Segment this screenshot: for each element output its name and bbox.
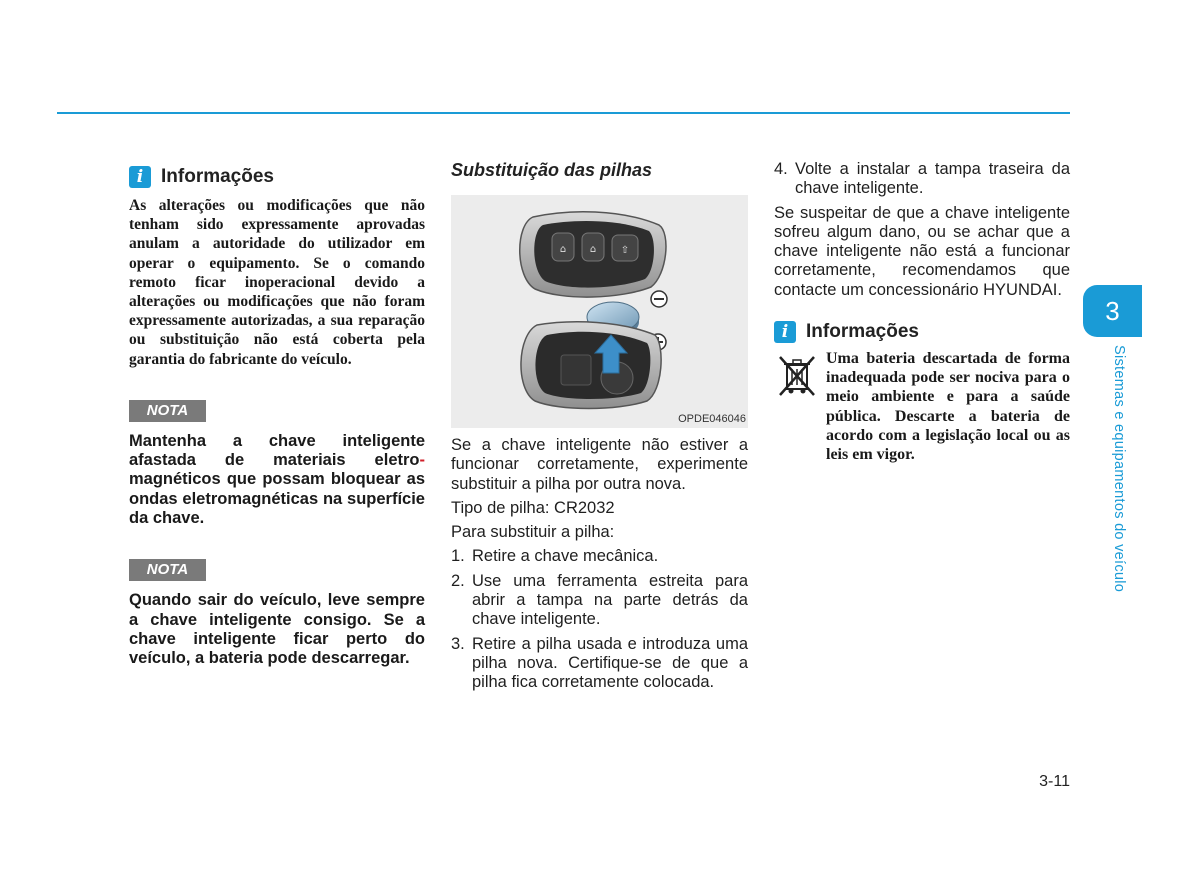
svg-text:⌂: ⌂ xyxy=(559,244,567,255)
nota-badge: NOTA xyxy=(129,400,206,422)
step-number: 2. xyxy=(451,571,465,590)
column-middle xyxy=(451,160,748,720)
section-title: Substituição das pilhas xyxy=(451,160,653,180)
disposal-info xyxy=(774,351,1070,464)
info-icon: i xyxy=(129,166,151,188)
battery-replacement-figure xyxy=(451,195,748,428)
nota-block-2 xyxy=(129,559,425,668)
step-text: Use uma ferramenta estreita para abrir a tampa na parte detrás da chave inteligente. xyxy=(472,571,748,629)
nota-text-2: Quando sair do veículo, leve sempre a chave inteligente consigo. Se a chave inteligente ficar perto do veículo, a bateria pode descarregar. xyxy=(129,591,425,668)
step-number: 3. xyxy=(451,634,465,653)
nota-text-1 xyxy=(129,432,425,528)
info-heading xyxy=(129,166,425,188)
nota-badge: NOTA xyxy=(129,559,206,581)
smart-key-illustration xyxy=(451,195,748,428)
nota-hyphen: - xyxy=(419,451,425,470)
step-2 xyxy=(451,572,748,630)
battery-instructions xyxy=(451,436,748,693)
figure-caption: OPDE046046 xyxy=(678,413,746,425)
info-icon: i xyxy=(774,321,796,343)
step-text: Volte a instalar a tampa traseira da chave inteligente. xyxy=(795,160,1070,198)
steps-intro: Para substituir a pilha: xyxy=(451,523,615,542)
svg-text:⌂: ⌂ xyxy=(589,244,597,255)
damage-paragraph: Se suspeitar de que a chave inteligente sofreu algum dano, ou se achar que a chave inteligente não está a funcionar corretamente, recomendamos que contacte um concessionário HYUNDAI. xyxy=(774,203,1070,299)
nota-text-1b: magnéticos que possam bloquear as ondas eletromagnéticas na superfície da chave. xyxy=(129,470,425,528)
crossed-bin-icon xyxy=(774,351,826,464)
step-number: 4. xyxy=(774,160,788,178)
step-1 xyxy=(451,547,748,566)
disposal-text: Uma bateria descartada de forma inadequada pode ser nociva para o meio ambiente e para a saúde pública. Descarte a bateria de acordo com a legislação local ou as leis em vigor. xyxy=(826,350,1070,464)
intro-paragraph: Se a chave inteligente não estiver a funcionar corretamente, experimente substituir a pilha por outra nova. xyxy=(451,436,748,493)
step-text: Retire a pilha usada e introduza uma pilha nova. Certifique-se de que a pilha fica corretamente colocada. xyxy=(472,634,748,692)
info-text: As alterações ou modificações que não tenham sido expressamente aprovadas anulam a autoridade do utilizador em operar o equipamento. Se o comando remoto ficar inoperacional devido a alterações ou modificações que não foram expressamente autorizadas, a sua reparação ou substituição não está coberta pela garantia do fabricante do veículo. xyxy=(129,197,425,368)
nota-text-1a: Mantenha a chave inteligente afastada de materiais eletro xyxy=(129,431,425,470)
step-text: Retire a chave mecânica. xyxy=(472,547,659,566)
battery-type: Tipo de pilha: CR2032 xyxy=(451,498,615,517)
info-heading-2 xyxy=(774,321,1070,343)
step-4 xyxy=(774,160,1070,199)
page-number: 3-11 xyxy=(1039,773,1070,790)
column-left xyxy=(129,160,425,669)
column-right xyxy=(774,160,1070,464)
step-number: 1. xyxy=(451,547,465,566)
info-title: Informações xyxy=(806,321,919,343)
chapter-title: Sistemas e equipamentos do veículo xyxy=(1111,345,1127,593)
info-title: Informações xyxy=(161,166,274,187)
chapter-tab: 3 xyxy=(1083,285,1142,337)
svg-text:⇧: ⇧ xyxy=(620,245,630,256)
header-rule xyxy=(57,112,1070,114)
step-3 xyxy=(451,635,748,693)
nota-block-1 xyxy=(129,400,425,528)
